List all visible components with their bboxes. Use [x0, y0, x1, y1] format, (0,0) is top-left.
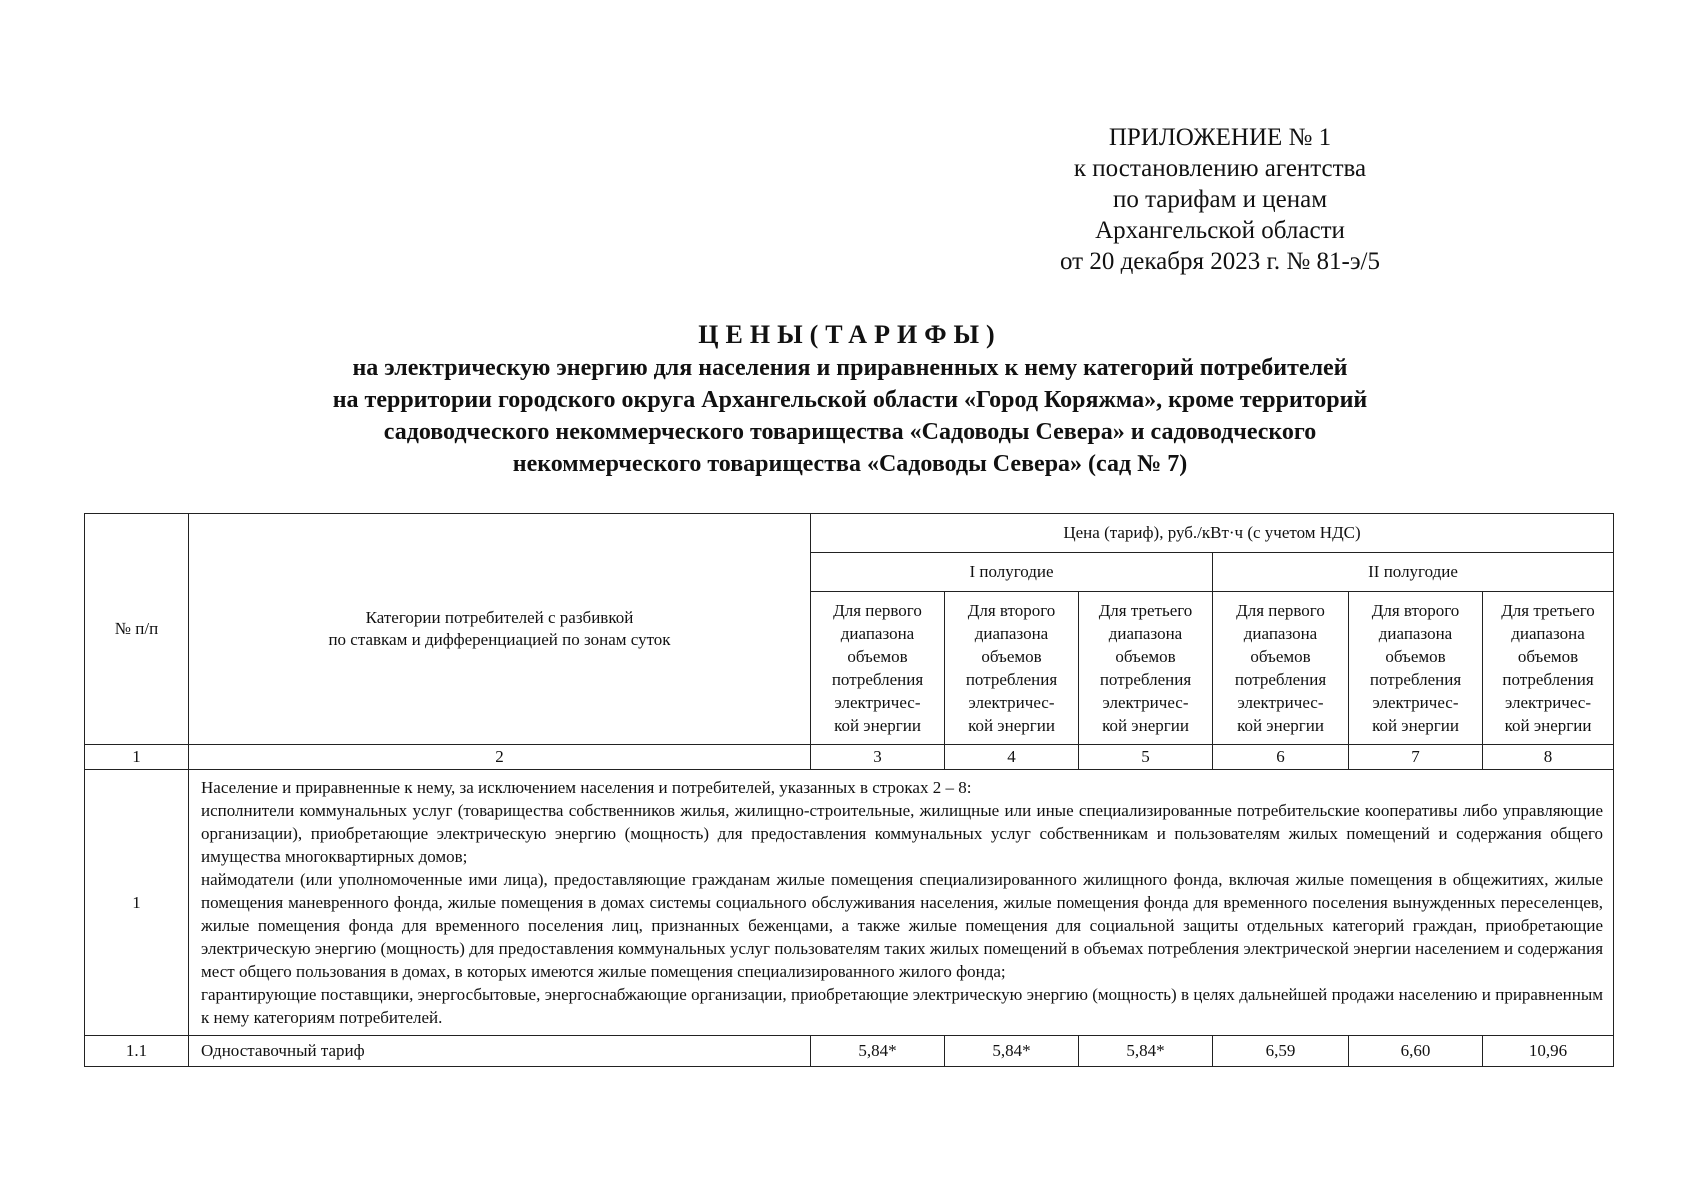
header-num: № п/п — [85, 514, 189, 745]
header-period-1: I полугодие — [811, 553, 1213, 592]
tariff-label: Одноставочный тариф — [189, 1036, 811, 1067]
tariff-value: 6,59 — [1213, 1036, 1349, 1067]
appendix-header — [1030, 122, 1410, 277]
tariff-value: 6,60 — [1349, 1036, 1483, 1067]
header-range-line: потребления — [1369, 670, 1462, 689]
header-range-line: кой энергии — [1237, 716, 1324, 735]
title-subtitle — [140, 352, 1560, 480]
description-paragraph: исполнители коммунальных услуг (товарищества собственников жилья, жилищно-строительные, жилищные или иные специализированные потребительские кооперативы либо управляющие организации), приобретающие электрическую энергию (мощность) для предоставления коммунальных услуг собственникам и пользователям жилых помещений и содержания общего имущества многоквартирных домов; — [201, 801, 1604, 866]
appendix-ref-line: Архангельской области — [1095, 217, 1345, 244]
header-range-line: Для первого — [833, 601, 922, 620]
header-range-1 — [811, 592, 945, 745]
header-range-5 — [1349, 592, 1483, 745]
header-range-line: электричес- — [1372, 693, 1459, 712]
header-range-line: объемов — [1115, 647, 1176, 666]
header-price: Цена (тариф), руб./кВт·ч (с учетом НДС) — [811, 514, 1614, 553]
description-paragraph: наймодатели (или уполномоченные ими лица), предоставляющие гражданам жилые помещения специализированного жилищного фонда, включая жилые помещения в общежитиях, жилые помещения маневренного фонда, жилые помещения в домах системы социального обслуживания населения, жилые помещения фонда для временного поселения вынужденных переселенцев, жилые помещения фонда для временного поселения лиц, признанных беженцами, а также жилые помещения для социальной защиты отдельных категорий граждан, приобретающие электрическую энергию (мощность) для предоставления коммунальных услуг пользователям таких жилых помещений в объемах потребления электрической энергии населением и содержания мест общего пользования в домах, в которых имеются жилые помещения специализированного жилого фонда; — [201, 870, 1604, 981]
header-range-line: кой энергии — [968, 716, 1055, 735]
tariff-table — [84, 513, 1614, 1067]
title-line: садоводческого некоммерческого товарищества «Садоводы Севера» и садоводческого — [383, 419, 1317, 445]
tariff-value: 5,84* — [811, 1036, 945, 1067]
header-range-line: электричес- — [834, 693, 921, 712]
column-number: 4 — [945, 745, 1079, 770]
header-category-line: Категории потребителей с разбивкой — [365, 608, 634, 627]
header-range-line: объемов — [847, 647, 908, 666]
tariff-value: 10,96 — [1483, 1036, 1614, 1067]
header-range-line: Для третьего — [1098, 601, 1193, 620]
header-range-line: Для второго — [967, 601, 1056, 620]
row-description — [189, 770, 1614, 1036]
header-range-line: объемов — [1517, 647, 1579, 666]
header-range-line: кой энергии — [1102, 716, 1189, 735]
header-range-line: объемов — [1250, 647, 1311, 666]
description-paragraph: гарантирующие поставщики, энергосбытовые, энергоснабжающие организации, приобретающие электрическую энергию (мощность) в целях дальнейшей продажи населению и приравненным к нему категориям потребителей. — [201, 985, 1604, 1027]
appendix-ref-line: к постановлению агентства — [1073, 155, 1367, 182]
title-line: некоммерческого товарищества «Садоводы Севера» (сад № 7) — [512, 451, 1188, 477]
header-range-line: потребления — [1099, 670, 1192, 689]
appendix-ref-line: по тарифам и ценам — [1112, 186, 1328, 213]
header-range-3 — [1079, 592, 1213, 745]
header-range-line: диапазона — [1243, 624, 1318, 643]
header-period-2: II полугодие — [1213, 553, 1614, 592]
title-main: ЦЕНЫ(ТАРИФЫ) — [698, 320, 1002, 349]
header-range-4 — [1213, 592, 1349, 745]
column-number: 3 — [811, 745, 945, 770]
header-range-line: диапазона — [1108, 624, 1183, 643]
header-range-line: электричес- — [968, 693, 1055, 712]
header-range-line: объемов — [981, 647, 1042, 666]
column-number: 2 — [189, 745, 811, 770]
title-line: на территории городского округа Архангельской области «Город Коряжма», кроме территорий — [332, 387, 1368, 413]
column-number: 7 — [1349, 745, 1483, 770]
header-range-line: Для второго — [1371, 601, 1460, 620]
title-line: на электрическую энергию для населения и приравненных к нему категорий потребителей — [352, 355, 1348, 381]
column-number: 1 — [85, 745, 189, 770]
header-range-2 — [945, 592, 1079, 745]
header-range-line: электричес- — [1237, 693, 1324, 712]
header-range-line: электричес- — [1505, 693, 1592, 712]
appendix-number: ПРИЛОЖЕНИЕ № 1 — [1108, 124, 1332, 151]
column-number: 6 — [1213, 745, 1349, 770]
header-range-line: диапазона — [1378, 624, 1453, 643]
header-range-line: диапазона — [840, 624, 915, 643]
header-range-line: потребления — [965, 670, 1058, 689]
column-number: 8 — [1483, 745, 1614, 770]
header-range-line: потребления — [831, 670, 924, 689]
appendix-date-line: от 20 декабря 2023 г. № 81-э/5 — [1059, 248, 1381, 275]
document-title — [140, 318, 1560, 480]
header-range-line: потребления — [1502, 670, 1594, 689]
header-category-line: по ставкам и дифференциацией по зонам суток — [328, 630, 671, 649]
header-range-6 — [1483, 592, 1614, 745]
row-number: 1 — [85, 770, 189, 1036]
header-range-line: кой энергии — [1504, 716, 1592, 735]
header-range-line: кой энергии — [834, 716, 921, 735]
header-range-line: диапазона — [1511, 624, 1585, 643]
tariff-value: 5,84* — [1079, 1036, 1213, 1067]
row-number: 1.1 — [85, 1036, 189, 1067]
description-paragraph: Население и приравненные к нему, за исключением населения и потребителей, указанных в строках 2 – 8: — [201, 778, 972, 797]
header-range-line: диапазона — [974, 624, 1049, 643]
header-range-line: кой энергии — [1372, 716, 1459, 735]
header-range-line: Для третьего — [1501, 601, 1595, 620]
header-range-line: объемов — [1385, 647, 1446, 666]
tariff-value: 5,84* — [945, 1036, 1079, 1067]
column-number: 5 — [1079, 745, 1213, 770]
header-range-line: Для первого — [1236, 601, 1325, 620]
header-range-line: потребления — [1234, 670, 1327, 689]
header-category — [189, 514, 811, 745]
header-range-line: электричес- — [1102, 693, 1189, 712]
